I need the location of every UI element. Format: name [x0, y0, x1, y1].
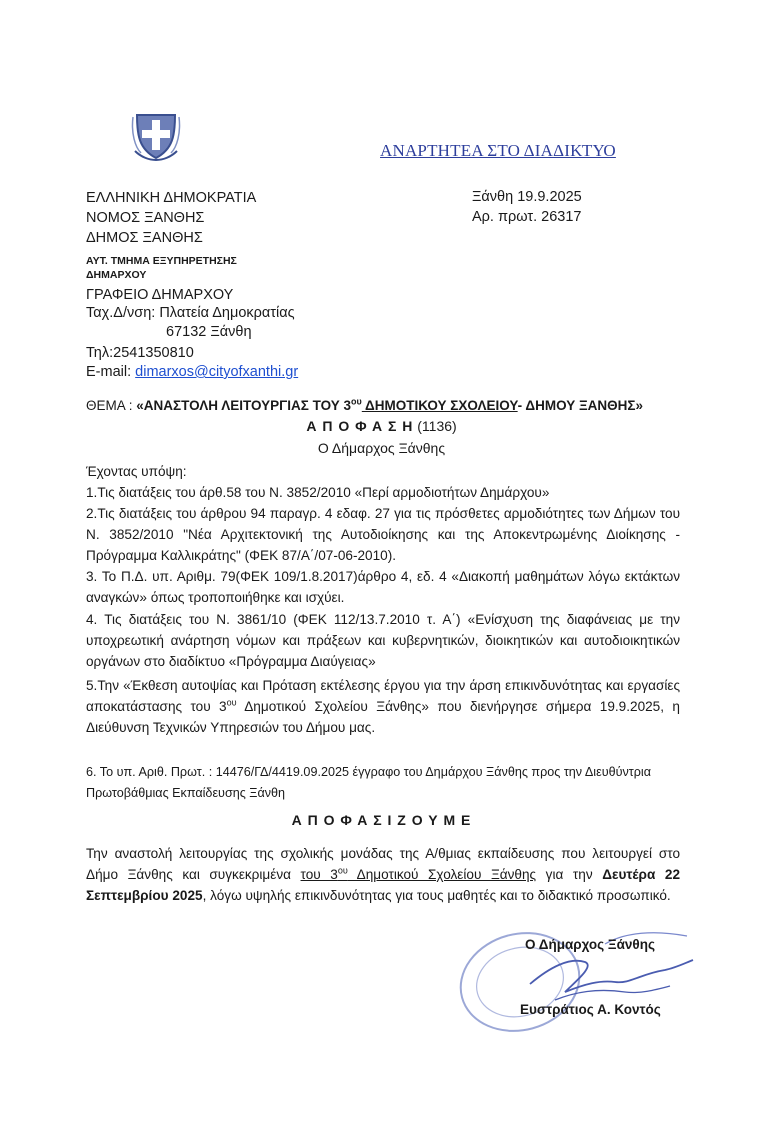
subject-sup: ου [351, 396, 362, 407]
header-municipality: ΔΗΜΟΣ ΞΑΝΘΗΣ [86, 230, 203, 246]
decision-text: Την αναστολή λειτουργίας της σχολικής μονάδας της Α/θμιας εκπαίδευσης που λειτουργεί στο Δήμο Ξάνθης και συγκεκριμένα [86, 846, 680, 882]
list-item-6: 6. Το υπ. Αριθ. Πρωτ. : 14476/ΓΔ/4419.09.2025 έγγραφο του Δημάρχου Ξάνθης προς την Διευθύντρια Πρωτοβάθμιας Εκπαίδευσης Ξάνθη [86, 765, 652, 800]
header-prefecture: ΝΟΜΟΣ ΞΑΝΘΗΣ [86, 210, 205, 226]
protocol-number: Αρ. πρωτ. 26317 [472, 209, 582, 225]
subject-label: ΘΕΜΑ : [86, 398, 133, 413]
decision-text-3: , λόγω υψηλής επικινδυνότητας για τους μαθητές και το διδακτικό προσωπικό. [202, 887, 671, 903]
mayor-heading: Ο Δήμαρχος Ξάνθης [317, 440, 446, 456]
decision-title: Α Π Ο Φ Α Σ Η [306, 418, 414, 434]
document-date: Ξάνθη 19.9.2025 [472, 189, 582, 205]
list-item-4: 4. Τις διατάξεις του Ν. 3861/10 (ΦΕΚ 112/13.7.2010 τ. Α΄) «Ενίσχυση της διαφάνειας με την υποχρεωτική ανάρτηση νόμων και πράξεων και κυβερνητικών, διοικητικών και αυτοδιοικητικών οργάνων στο διαδίκτυο «Πρόγραμμα Διαύγειας» [86, 612, 680, 669]
subject-line [86, 398, 643, 413]
greek-coat-of-arms-emblem [131, 105, 181, 161]
signature-name: Ευστράτιος Α. Κοντός [520, 1002, 661, 1017]
header-address: Ταχ.Δ/νση: Πλατεία Δημοκρατίας [86, 305, 295, 321]
list-item-5-text-end: Δημοτικού Σχολείου Ξάνθης» που διενήργησε σήμερα 19.9.2025, η Διεύθυνση Τεχνικών Υπηρεσιών του Δήμου μας. [86, 698, 680, 735]
header-email-row [86, 363, 298, 381]
header-office: ΓΡΑΦΕΙΟ ΔΗΜΑΡΧΟΥ [86, 287, 234, 303]
decision-paragraph [86, 844, 680, 906]
subject-text: «ΑΝΑΣΤΟΛΗ ΛΕΙΤΟΥΡΓΙΑΣ ΤΟΥ 3 [136, 398, 352, 413]
decision-text-2: για την [536, 866, 603, 882]
decision-school-end: Δημοτικού Σχολείου Ξάνθης [347, 866, 537, 882]
we-decide-heading: Α Π Ο Φ Α Σ Ι Ζ Ο Υ Μ Ε [291, 812, 472, 828]
header-address-city: 67132 Ξάνθη [166, 324, 252, 340]
subject-text-end: - ΔΗΜΟΥ ΞΑΝΘΗΣ» [517, 398, 644, 413]
list-item-3: 3. Το Π.Δ. υπ. Αριθμ. 79(ΦΕΚ 109/1.8.2017)άρθρο 4, εδ. 4 «Διακοπή μαθημάτων λόγω εκτάκτων αναγκών» όπως τροποποιήθηκε και ισχύει. [86, 569, 680, 605]
header-republic: ΕΛΛΗΝΙΚΗ ΔΗΜΟΚΡΑΤΙΑ [86, 190, 257, 206]
post-online-notice: ΑΝΑΡΤΗΤΕΑ ΣΤΟ ΔΙΑΔΙΚΤΥΟ [380, 141, 616, 160]
header-phone: Τηλ:2541350810 [86, 345, 194, 361]
decision-school-sup: ου [337, 865, 348, 876]
list-item-1: 1.Τις διατάξεις του άρθ.58 του Ν. 3852/2010 «Περί αρμοδιοτήτων Δημάρχου» [86, 485, 550, 500]
header-department: ΑΥΤ. ΤΜΗΜΑ ΕΞΥΠΗΡΕΤΗΣΗΣ [86, 255, 237, 267]
email-link[interactable]: dimarxos@cityofxanthi.gr [135, 364, 299, 380]
list-item-5-text: 5.Την «Έκθεση αυτοψίας και Πρόταση εκτέλεσης έργου για την άρση επικινδυνότητας και εργασίες αποκατάστασης του 3 [86, 678, 680, 714]
list-item-5 [86, 676, 680, 738]
header-department-cont: ΔΗΜΑΡΧΟΥ [86, 269, 147, 281]
decision-heading [0, 418, 763, 434]
list-item-2: 2.Τις διατάξεις του άρθρου 94 παραγρ. 4 εδαφ. 27 για τις πρόσθετες αρμοδιότητες των Δήμων του Ν. 3852/2010 "Νέα Αρχιτεκτονική της Αυτοδιοίκησης και της Αποκεντρωμένης Διοίκησης - Πρόγραμμα Καλλικράτης" (ΦΕΚ 87/Α΄/07-06-2010). [86, 506, 680, 563]
list-item-5-sup: ου [226, 697, 237, 708]
decision-date: Δευτέρα 22 Σεπτεμβρίου 2025 [86, 866, 681, 903]
decision-school: του 3 [300, 866, 338, 882]
subject-underlined: ΔΗΜΟΤΙΚΟΥ ΣΧΟΛΕΙΟΥ [361, 398, 518, 413]
decision-number: (1136) [413, 418, 457, 434]
signature-title: Ο Δήμαρχος Ξάνθης [525, 937, 655, 952]
considering-label: Έχοντας υπόψη: [86, 464, 187, 479]
email-label: E-mail: [86, 364, 132, 380]
